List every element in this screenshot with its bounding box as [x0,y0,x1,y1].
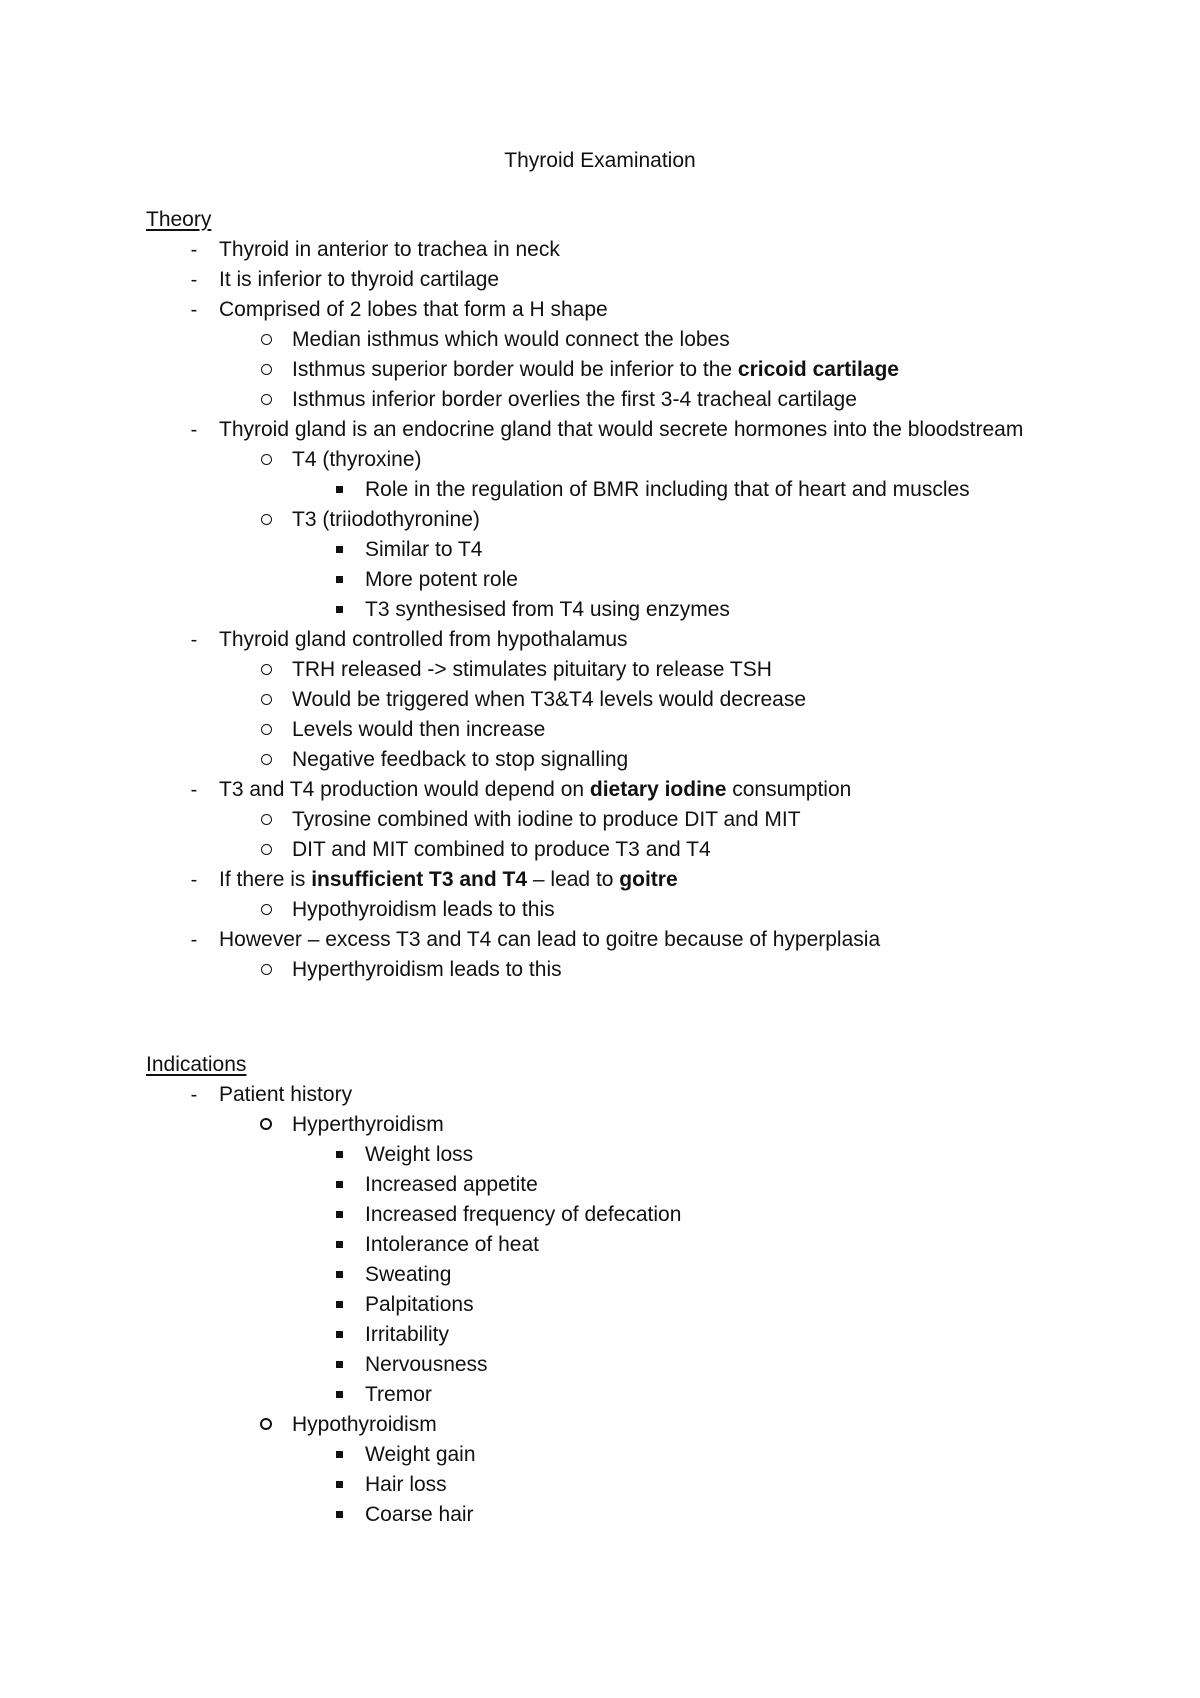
list-item-text: Median isthmus which would connect the lobes [292,328,730,351]
circle-bullet-icon [256,895,276,925]
dash-bullet-icon: - [190,299,198,321]
indications-heading: Indications [146,1053,247,1076]
circle-bullet-icon [256,805,276,835]
list-item [146,895,1146,925]
list-item [146,925,1146,955]
list-item [146,565,1146,595]
list-item [146,415,1146,445]
list-item-text [219,778,851,801]
list-item-text: T4 (thyroxine) [292,448,422,471]
list-item-text: Tyrosine combined with iodine to produce DIT and MIT [292,808,801,831]
list-item-text: Isthmus inferior border overlies the first 3-4 tracheal cartilage [292,388,857,411]
list-item [146,745,1146,775]
list-item [146,535,1146,565]
document-title: Thyroid Examination [504,149,696,172]
square-bullet-icon [329,475,349,505]
list-item-text: Hypothyroidism [292,1413,437,1436]
square-bullet-icon [329,1320,349,1350]
circle-bullet-icon [256,355,276,385]
list-item-text: Intolerance of heat [365,1233,539,1256]
list-item-text: Thyroid gland is an endocrine gland that would secrete hormones into the bloodstream [219,418,1024,441]
list-item-text: Would be triggered when T3&T4 levels would decrease [292,688,807,711]
list-item-text: T3 (triiodothyronine) [292,508,480,531]
dash-bullet-icon: - [190,419,198,441]
list-item [146,715,1146,745]
list-item [146,1380,1146,1410]
list-item [146,1080,1146,1110]
list-item-text: TRH released -> stimulates pituitary to release TSH [292,658,772,681]
list-item [146,835,1146,865]
list-item [146,265,1146,295]
circle-bullet-icon [256,385,276,415]
list-item [146,1170,1146,1200]
square-bullet-icon [329,1380,349,1410]
list-item [146,505,1146,535]
square-bullet-icon [329,1470,349,1500]
list-item-text: Increased frequency of defecation [365,1203,682,1226]
text-run: T3 and T4 production would depend on [219,778,590,801]
square-bullet-icon [329,1440,349,1470]
bold-text: insufficient T3 and T4 [311,868,528,891]
circle-bullet-icon [256,505,276,535]
dash-bullet-icon: - [190,779,198,801]
list-item-text: Patient history [219,1083,353,1106]
list-item [146,445,1146,475]
list-item-text: Increased appetite [365,1173,538,1196]
list-item-text: Hyperthyroidism [292,1113,444,1136]
list-item-text: DIT and MIT combined to produce T3 and T4 [292,838,711,861]
list-item-text [292,358,899,381]
square-bullet-icon [329,535,349,565]
list-item [146,1500,1146,1530]
list-item-text: Levels would then increase [292,718,546,741]
indications-section [146,1050,1146,1530]
circle-bullet-icon [256,955,276,985]
list-item [146,325,1146,355]
circle-bullet-icon [256,325,276,355]
list-item [146,865,1146,895]
list-item [146,235,1146,265]
list-item-text: Weight loss [365,1143,474,1166]
list-item-text: Nervousness [365,1353,488,1376]
text-run: consumption [726,778,852,801]
circle-bullet-icon [256,745,276,775]
list-item [146,475,1146,505]
theory-section [146,205,1146,985]
list-item [146,685,1146,715]
square-bullet-icon [329,565,349,595]
list-item-text: Hair loss [365,1473,447,1496]
list-item [146,295,1146,325]
list-item-text: More potent role [365,568,518,591]
dash-bullet-icon: - [190,1084,198,1106]
bold-text: cricoid cartilage [737,358,899,381]
dash-bullet-icon: - [190,629,198,651]
text-run: Isthmus superior border would be inferior to the [292,358,738,381]
list-item-text: It is inferior to thyroid cartilage [219,268,500,291]
list-item [146,1290,1146,1320]
theory-list [146,235,1146,985]
list-item-text: Hyperthyroidism leads to this [292,958,562,981]
dash-bullet-icon: - [190,239,198,261]
bold-text: dietary iodine [589,778,727,801]
list-item [146,1320,1146,1350]
list-item [146,355,1146,385]
list-item-text [219,868,678,891]
list-item [146,385,1146,415]
list-item [146,1110,1146,1140]
list-item [146,1260,1146,1290]
list-item-text: Sweating [365,1263,452,1286]
dash-bullet-icon: - [190,869,198,891]
list-item [146,655,1146,685]
list-item [146,955,1146,985]
list-item [146,625,1146,655]
list-item-text: However – excess T3 and T4 can lead to goitre because of hyperplasia [219,928,881,951]
list-item-text: Irritability [365,1323,450,1346]
list-item-text: Role in the regulation of BMR including that of heart and muscles [365,478,970,501]
square-bullet-icon [329,595,349,625]
dash-bullet-icon: - [190,269,198,291]
list-item [146,1140,1146,1170]
list-item-text: Hypothyroidism leads to this [292,898,555,921]
square-bullet-icon [329,1200,349,1230]
indications-list [146,1080,1146,1530]
circle-bullet-icon [256,715,276,745]
list-item-text: Tremor [365,1383,432,1406]
list-item-text: T3 synthesised from T4 using enzymes [365,598,730,621]
list-item [146,775,1146,805]
square-bullet-icon [329,1500,349,1530]
text-run: If there is [219,868,312,891]
square-bullet-icon [329,1350,349,1380]
list-item [146,1200,1146,1230]
bold-circle-bullet-icon [256,1410,276,1440]
list-item [146,1230,1146,1260]
list-item [146,1440,1146,1470]
circle-bullet-icon [256,685,276,715]
list-item [146,805,1146,835]
list-item-text: Palpitations [365,1293,474,1316]
list-item-text: Comprised of 2 lobes that form a H shape [219,298,608,321]
dash-bullet-icon: - [190,929,198,951]
circle-bullet-icon [256,835,276,865]
square-bullet-icon [329,1140,349,1170]
theory-heading: Theory [146,208,212,231]
square-bullet-icon [329,1260,349,1290]
square-bullet-icon [329,1170,349,1200]
circle-bullet-icon [256,445,276,475]
list-item [146,1470,1146,1500]
list-item-text: Negative feedback to stop signalling [292,748,629,771]
square-bullet-icon [329,1230,349,1260]
list-item [146,1350,1146,1380]
list-item-text: Similar to T4 [365,538,483,561]
text-run: – lead to [527,868,620,891]
bold-circle-bullet-icon [256,1110,276,1140]
bold-text: goitre [619,868,678,891]
list-item-text: Thyroid gland controlled from hypothalamus [219,628,628,651]
square-bullet-icon [329,1290,349,1320]
circle-bullet-icon [256,655,276,685]
list-item [146,1410,1146,1440]
list-item-text: Thyroid in anterior to trachea in neck [219,238,560,261]
list-item-text: Coarse hair [365,1503,474,1526]
list-item [146,595,1146,625]
list-item-text: Weight gain [365,1443,476,1466]
